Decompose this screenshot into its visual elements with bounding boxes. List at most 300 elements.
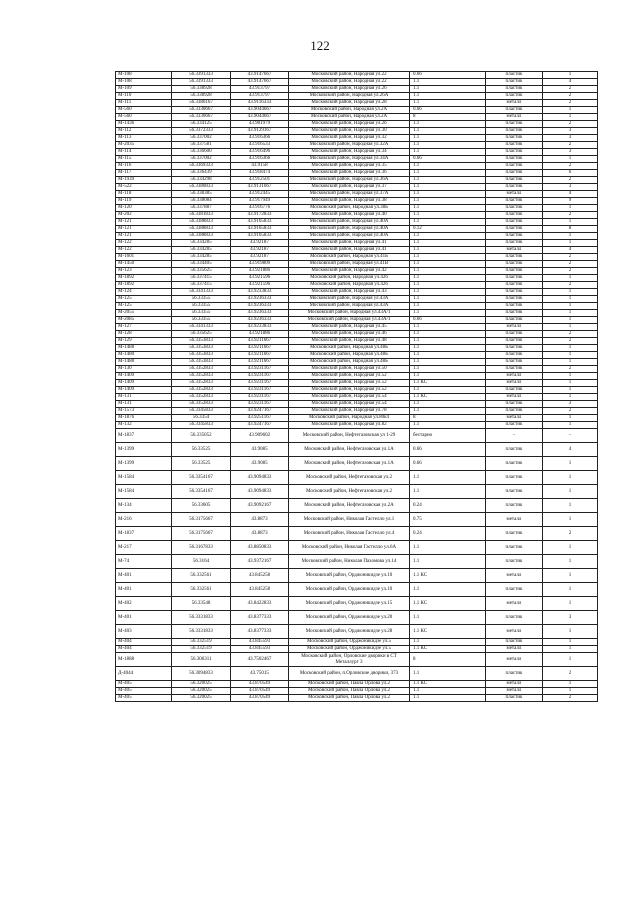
- longitude-cell: 43.8850833: [231, 541, 289, 555]
- count-cell: 1: [543, 352, 598, 359]
- material-cell: пластик: [486, 205, 543, 212]
- longitude-cell: 43.901979: [231, 121, 289, 128]
- latitude-cell: 56.3330667: [172, 107, 231, 114]
- count-cell: 4: [543, 443, 598, 457]
- table-row: [116, 72, 598, 79]
- material-cell: пластик: [486, 352, 543, 359]
- material-cell: металл: [486, 569, 543, 583]
- site-id-cell: М-123: [116, 268, 172, 275]
- table-row: [116, 359, 598, 366]
- address-cell: Московский район, Народная ул.28: [289, 100, 410, 107]
- longitude-cell: 43.9233833: [231, 289, 289, 296]
- table-row: [116, 93, 598, 100]
- volume-cell: 1.1: [410, 387, 486, 394]
- count-cell: 1: [543, 653, 598, 667]
- longitude-cell: 43.92187: [231, 254, 289, 261]
- address-cell: Московский район, Нефтегазовская ул.1А: [289, 457, 410, 471]
- count-cell: 8: [543, 226, 598, 233]
- count-cell: 1: [543, 681, 598, 688]
- volume-cell: 1.1: [410, 205, 486, 212]
- address-cell: Московский район, Николая Гастелло ул.1: [289, 513, 410, 527]
- address-cell: Московский район, Нефтегазовская ул.2: [289, 471, 410, 485]
- longitude-cell: 43.845258: [231, 583, 289, 597]
- table-row: [116, 639, 598, 646]
- latitude-cell: 56.320025: [172, 688, 231, 695]
- longitude-cell: 43.8377333: [231, 625, 289, 639]
- address-cell: Московский район, Народная ул.26А: [289, 93, 410, 100]
- material-cell: пластик: [486, 401, 543, 408]
- count-cell: 1: [543, 499, 598, 513]
- table-row: [116, 149, 598, 156]
- address-cell: Московский район, Орджоникидзе ул.5: [289, 639, 410, 646]
- material-cell: пластик: [486, 422, 543, 429]
- longitude-cell: 43.9165833: [231, 233, 289, 240]
- table-row: [116, 114, 598, 121]
- volume-cell: 8: [410, 653, 486, 667]
- longitude-cell: 43.7502467: [231, 653, 289, 667]
- table-row: [116, 485, 598, 499]
- longitude-cell: 43.916366: [231, 156, 289, 163]
- count-cell: 1: [543, 646, 598, 653]
- count-cell: 1: [543, 569, 598, 583]
- longitude-cell: 43.9231167: [231, 401, 289, 408]
- table-row: [116, 695, 598, 702]
- longitude-cell: 43.912501: [231, 177, 289, 184]
- count-cell: 3: [543, 149, 598, 156]
- longitude-cell: 43.9094833: [231, 485, 289, 499]
- table-row: [116, 366, 598, 373]
- address-cell: Московский район, Народная ул.41: [289, 247, 410, 254]
- address-cell: Московский район, Народная ул.36А: [289, 177, 410, 184]
- latitude-cell: 56.332561: [172, 569, 231, 583]
- site-id-cell: М-405: [116, 695, 172, 702]
- volume-cell: 1.1: [410, 121, 486, 128]
- latitude-cell: 56.33525: [172, 457, 231, 471]
- latitude-cell: 56.335052: [172, 429, 231, 443]
- address-cell: Московский район, Народная ул.54: [289, 401, 410, 408]
- material-cell: пластик: [486, 219, 543, 226]
- volume-cell: 8: [410, 114, 486, 121]
- latitude-cell: 56.306311: [172, 653, 231, 667]
- material-cell: пластик: [486, 79, 543, 86]
- table-row: [116, 646, 598, 653]
- table-row: [116, 317, 598, 324]
- site-id-cell: М-110: [116, 93, 172, 100]
- site-id-cell: М-122: [116, 247, 172, 254]
- count-cell: 3: [543, 184, 598, 191]
- volume-cell: 1.1: [410, 149, 486, 156]
- latitude-cell: 56.3341333: [172, 324, 231, 331]
- page-number: 122: [310, 38, 330, 53]
- address-cell: Московский район, Орджоникидзе ул.20: [289, 611, 410, 625]
- latitude-cell: 56.3354167: [172, 485, 231, 499]
- site-id-cell: М-120: [116, 205, 172, 212]
- table-row: [116, 107, 598, 114]
- table-row: [116, 429, 598, 443]
- table-row: [116, 499, 598, 513]
- volume-cell: 1.1: [410, 541, 486, 555]
- count-cell: 1: [543, 541, 598, 555]
- table-row: [116, 373, 598, 380]
- table-row: [116, 247, 598, 254]
- longitude-cell: 43.9085: [231, 457, 289, 471]
- material-cell: металл: [486, 625, 543, 639]
- address-cell: Московский район, Орджоникидзе ул.5: [289, 646, 410, 653]
- site-id-cell: М-119: [116, 198, 172, 205]
- latitude-cell: 56.3331833: [172, 611, 231, 625]
- site-id-cell: М-405: [116, 681, 172, 688]
- table-row: [116, 625, 598, 639]
- latitude-cell: 56.3353833: [172, 338, 231, 345]
- count-cell: 1: [543, 324, 598, 331]
- latitude-cell: 56.33605: [172, 499, 231, 513]
- address-cell: Московский район, Орловские дворики в СТ Металлург 3: [289, 653, 410, 667]
- material-cell: металл: [486, 597, 543, 611]
- volume-cell: 1.1 КС: [410, 597, 486, 611]
- longitude-cell: 43.913797: [231, 86, 289, 93]
- site-id-cell: М-401: [116, 569, 172, 583]
- site-id-cell: М-108: [116, 79, 172, 86]
- site-id-cell: М-109: [116, 86, 172, 93]
- count-cell: 1: [543, 485, 598, 499]
- table-row: [116, 191, 598, 198]
- address-cell: Московский район, Нефтегазовская ул.1А: [289, 443, 410, 457]
- material-cell: металл: [486, 324, 543, 331]
- address-cell: Московский район, Народная ул.34: [289, 149, 410, 156]
- table-row: [116, 303, 598, 310]
- table-row: [116, 135, 598, 142]
- longitude-cell: 43.921596: [231, 282, 289, 289]
- table-row: [116, 394, 598, 401]
- latitude-cell: 56.320025: [172, 681, 231, 688]
- table-row: [116, 338, 598, 345]
- volume-cell: 1.1: [410, 254, 486, 261]
- longitude-cell: 43.919809: [231, 261, 289, 268]
- address-cell: Московский район, Народная ул.43А/1: [289, 310, 410, 317]
- latitude-cell: 56.334285: [172, 254, 231, 261]
- address-cell: Московский район, Народная ул.46: [289, 331, 410, 338]
- table-row: [116, 667, 598, 681]
- site-id-cell: М-130: [116, 366, 172, 373]
- address-cell: Московский район, Народная ул.48Б: [289, 352, 410, 359]
- latitude-cell: 56.33355: [172, 310, 231, 317]
- latitude-cell: 56.3354: [172, 415, 231, 422]
- longitude-cell: 43.8422833: [231, 597, 289, 611]
- address-cell: Московский район, Народная ул.26: [289, 86, 410, 93]
- latitude-cell: 56.3388833: [172, 233, 231, 240]
- volume-cell: 1.1: [410, 275, 486, 282]
- count-cell: 1: [543, 205, 598, 212]
- longitude-cell: 43.9147667: [231, 72, 289, 79]
- material-cell: пластик: [486, 310, 543, 317]
- table-row: [116, 380, 598, 387]
- latitude-cell: 56.337887: [172, 205, 231, 212]
- longitude-cell: 43.845593: [231, 639, 289, 646]
- address-cell: Московский район, Народная ул.82: [289, 422, 410, 429]
- latitude-cell: 56.337415: [172, 275, 231, 282]
- material-cell: пластик: [486, 128, 543, 135]
- table-row: [116, 212, 598, 219]
- longitude-cell: 43.9158: [231, 163, 289, 170]
- volume-cell: 1.1: [410, 142, 486, 149]
- address-cell: Московский район, Николая Пахомова ул.14: [289, 555, 410, 569]
- count-cell: 1: [543, 345, 598, 352]
- address-cell: Московский район, Народная ул.54: [289, 394, 410, 401]
- table-row: [116, 233, 598, 240]
- material-cell: пластик: [486, 583, 543, 597]
- longitude-cell: 43.9044667: [231, 107, 289, 114]
- volume-cell: 1.1: [410, 583, 486, 597]
- site-id-cell: М-121: [116, 219, 172, 226]
- longitude-cell: 43.9085: [231, 443, 289, 457]
- site-id-cell: М-405: [116, 688, 172, 695]
- latitude-cell: 56.334405: [172, 261, 231, 268]
- latitude-cell: 56.3352833: [172, 373, 231, 380]
- table-row: [116, 387, 598, 394]
- address-cell: Московский район, Народная ул.48: [289, 338, 410, 345]
- latitude-cell: 56.336600: [172, 149, 231, 156]
- volume-cell: 1.1 КС: [410, 394, 486, 401]
- site-id-cell: М-113: [116, 135, 172, 142]
- table-row: [116, 226, 598, 233]
- container-sites-table: [115, 71, 598, 702]
- address-cell: Московский район, Нефтегазовская ул.2: [289, 485, 410, 499]
- longitude-cell: 43.913797: [231, 93, 289, 100]
- count-cell: 1: [543, 688, 598, 695]
- site-id-cell: М-217: [116, 541, 172, 555]
- volume-cell: 1.1: [410, 695, 486, 702]
- address-cell: Московский район, Народная ул.32: [289, 135, 410, 142]
- volume-cell: 1.1: [410, 352, 486, 359]
- volume-cell: 1.1: [410, 261, 486, 268]
- volume-cell: 1.1: [410, 86, 486, 93]
- count-cell: 2: [543, 338, 598, 345]
- latitude-cell: 56.33355: [172, 303, 231, 310]
- site-id-cell: М-403: [116, 625, 172, 639]
- longitude-cell: 43.9211667: [231, 345, 289, 352]
- volume-cell: 1.1: [410, 198, 486, 205]
- latitude-cell: 56.337415: [172, 282, 231, 289]
- table-row: [116, 415, 598, 422]
- site-id-cell: М-121: [116, 233, 172, 240]
- count-cell: 2: [543, 254, 598, 261]
- latitude-cell: 56.3353833: [172, 345, 231, 352]
- volume-cell: 1.1: [410, 338, 486, 345]
- material-cell: пластик: [486, 93, 543, 100]
- table-row: [116, 268, 598, 275]
- latitude-cell: 56.3391333: [172, 79, 231, 86]
- address-cell: Московский район, Народная ул.40А: [289, 226, 410, 233]
- address-cell: Московский район, Народная ул.48Б: [289, 345, 410, 352]
- count-cell: 2: [543, 261, 598, 268]
- table-row: [116, 681, 598, 688]
- material-cell: пластик: [486, 303, 543, 310]
- count-cell: 1: [543, 156, 598, 163]
- site-id-cell: М-1409: [116, 373, 172, 380]
- material-cell: пластик: [486, 443, 543, 457]
- volume-cell: 0.66: [410, 107, 486, 114]
- latitude-cell: 56.3352833: [172, 366, 231, 373]
- address-cell: Московский район, Народная ул.43: [289, 289, 410, 296]
- table-row: [116, 583, 598, 597]
- latitude-cell: 56.3352833: [172, 401, 231, 408]
- count-cell: 1: [543, 583, 598, 597]
- material-cell: металл: [486, 373, 543, 380]
- site-id-cell: М-131: [116, 401, 172, 408]
- table-row: [116, 345, 598, 352]
- site-id-cell: М-1436: [116, 121, 172, 128]
- latitude-cell: 56.334298: [172, 177, 231, 184]
- latitude-cell: 56.334285: [172, 247, 231, 254]
- volume-cell: 1.1: [410, 233, 486, 240]
- address-cell: Московский район, Орджоникидзе ул.10: [289, 569, 410, 583]
- count-cell: 2: [543, 695, 598, 702]
- site-id-cell: М-125: [116, 303, 172, 310]
- longitude-cell: 43.9236333: [231, 310, 289, 317]
- site-id-cell: М-401: [116, 611, 172, 625]
- table-row: [116, 310, 598, 317]
- address-cell: Московский район, Народная ул.37: [289, 184, 410, 191]
- volume-cell: 0.66: [410, 457, 486, 471]
- site-id-cell: М-114: [116, 149, 172, 156]
- material-cell: пластик: [486, 121, 543, 128]
- address-cell: Московский район, Народная ул.41Б: [289, 254, 410, 261]
- longitude-cell: 43.9131667: [231, 184, 289, 191]
- material-cell: пластик: [486, 408, 543, 415]
- material-cell: пластик: [486, 366, 543, 373]
- latitude-cell: 56.3380833: [172, 184, 231, 191]
- material-cell: металл: [486, 394, 543, 401]
- material-cell: -: [486, 429, 543, 443]
- material-cell: пластик: [486, 289, 543, 296]
- volume-cell: 1.1: [410, 401, 486, 408]
- volume-cell: 1.1: [410, 688, 486, 695]
- count-cell: 2: [543, 366, 598, 373]
- count-cell: -: [543, 429, 598, 443]
- longitude-cell: 43.9247167: [231, 422, 289, 429]
- address-cell: Московский район, Народная ул.37А: [289, 191, 410, 198]
- volume-cell: 1.1: [410, 331, 486, 338]
- address-cell: Московский район, Павла Орлова ул.2: [289, 695, 410, 702]
- latitude-cell: 56.3341333: [172, 289, 231, 296]
- table-row: [116, 100, 598, 107]
- volume-cell: 1.1: [410, 310, 486, 317]
- address-cell: Московский район, Народная ул.45: [289, 324, 410, 331]
- latitude-cell: 56.3353833: [172, 359, 231, 366]
- site-id-cell: М-1939: [116, 177, 172, 184]
- count-cell: 1: [543, 555, 598, 569]
- site-id-cell: М-122: [116, 240, 172, 247]
- longitude-cell: 43.870549: [231, 681, 289, 688]
- volume-cell: 1.1: [410, 555, 486, 569]
- table-row: [116, 289, 598, 296]
- count-cell: 1: [543, 317, 598, 324]
- longitude-cell: 43.92187: [231, 247, 289, 254]
- material-cell: пластик: [486, 695, 543, 702]
- longitude-cell: 43.9231167: [231, 387, 289, 394]
- table-row: [116, 555, 598, 569]
- volume-cell: 1.1: [410, 471, 486, 485]
- count-cell: 1: [543, 415, 598, 422]
- count-cell: 1: [543, 219, 598, 226]
- material-cell: металл: [486, 688, 543, 695]
- material-cell: пластик: [486, 261, 543, 268]
- longitude-cell: 43.845593: [231, 646, 289, 653]
- material-cell: металл: [486, 114, 543, 121]
- table-row: [116, 324, 598, 331]
- material-cell: пластик: [486, 86, 543, 93]
- site-id-cell: М-404: [116, 646, 172, 653]
- volume-cell: 1.1 КС: [410, 646, 486, 653]
- latitude-cell: 56.338928: [172, 86, 231, 93]
- count-cell: 1: [543, 114, 598, 121]
- material-cell: пластик: [486, 72, 543, 79]
- longitude-cell: 43.9211667: [231, 359, 289, 366]
- latitude-cell: 56.3352833: [172, 387, 231, 394]
- count-cell: 9: [543, 198, 598, 205]
- count-cell: 2: [543, 268, 598, 275]
- count-cell: 1: [543, 303, 598, 310]
- latitude-cell: 56.3388833: [172, 226, 231, 233]
- address-cell: Московский район, Орджоникидзе ул.10: [289, 583, 410, 597]
- site-id-cell: М-129: [116, 338, 172, 345]
- table-row: [116, 541, 598, 555]
- site-id-cell: М-1584: [116, 485, 172, 499]
- count-cell: 3: [543, 401, 598, 408]
- volume-cell: 1.1: [410, 639, 486, 646]
- address-cell: Московский район, Народная ул.30: [289, 128, 410, 135]
- site-id-cell: М-1892: [116, 282, 172, 289]
- table-row: [116, 121, 598, 128]
- latitude-cell: 56.336439: [172, 170, 231, 177]
- longitude-cell: 43.8377333: [231, 611, 289, 625]
- longitude-cell: 43.92187: [231, 240, 289, 247]
- address-cell: Московский район, Народная ул.40: [289, 212, 410, 219]
- latitude-cell: 56.337002: [172, 156, 231, 163]
- latitude-cell: 56.335625: [172, 268, 231, 275]
- latitude-cell: 56.332519: [172, 639, 231, 646]
- table-row: [116, 653, 598, 667]
- site-id-cell: М-127: [116, 324, 172, 331]
- longitude-cell: 43.9211667: [231, 338, 289, 345]
- longitude-cell: 43.9231167: [231, 394, 289, 401]
- address-cell: Московский район, Народная ул.52: [289, 373, 410, 380]
- site-id-cell: М-202: [116, 212, 172, 219]
- material-cell: пластик: [486, 338, 543, 345]
- latitude-cell: 56.33355: [172, 317, 231, 324]
- latitude-cell: 56.3345833: [172, 408, 231, 415]
- volume-cell: 0.12: [410, 226, 486, 233]
- longitude-cell: 43.9094833: [231, 471, 289, 485]
- volume-cell: 1.1: [410, 170, 486, 177]
- table-row: [116, 408, 598, 415]
- latitude-cell: 56.33525: [172, 443, 231, 457]
- longitude-cell: 43.9233833: [231, 324, 289, 331]
- count-cell: 1: [543, 275, 598, 282]
- material-cell: пластик: [486, 233, 543, 240]
- longitude-cell: 43.916776: [231, 205, 289, 212]
- table-row: [116, 282, 598, 289]
- longitude-cell: 43.9251167: [231, 415, 289, 422]
- count-cell: 2: [543, 86, 598, 93]
- volume-cell: 1.1 КС: [410, 681, 486, 688]
- address-cell: Московский район, Народная ул.41: [289, 240, 410, 247]
- count-cell: 1: [543, 422, 598, 429]
- site-id-cell: Д-4044: [116, 667, 172, 681]
- site-id-cell: М-132: [116, 422, 172, 429]
- site-id-cell: М-402: [116, 597, 172, 611]
- volume-cell: 8: [410, 415, 486, 422]
